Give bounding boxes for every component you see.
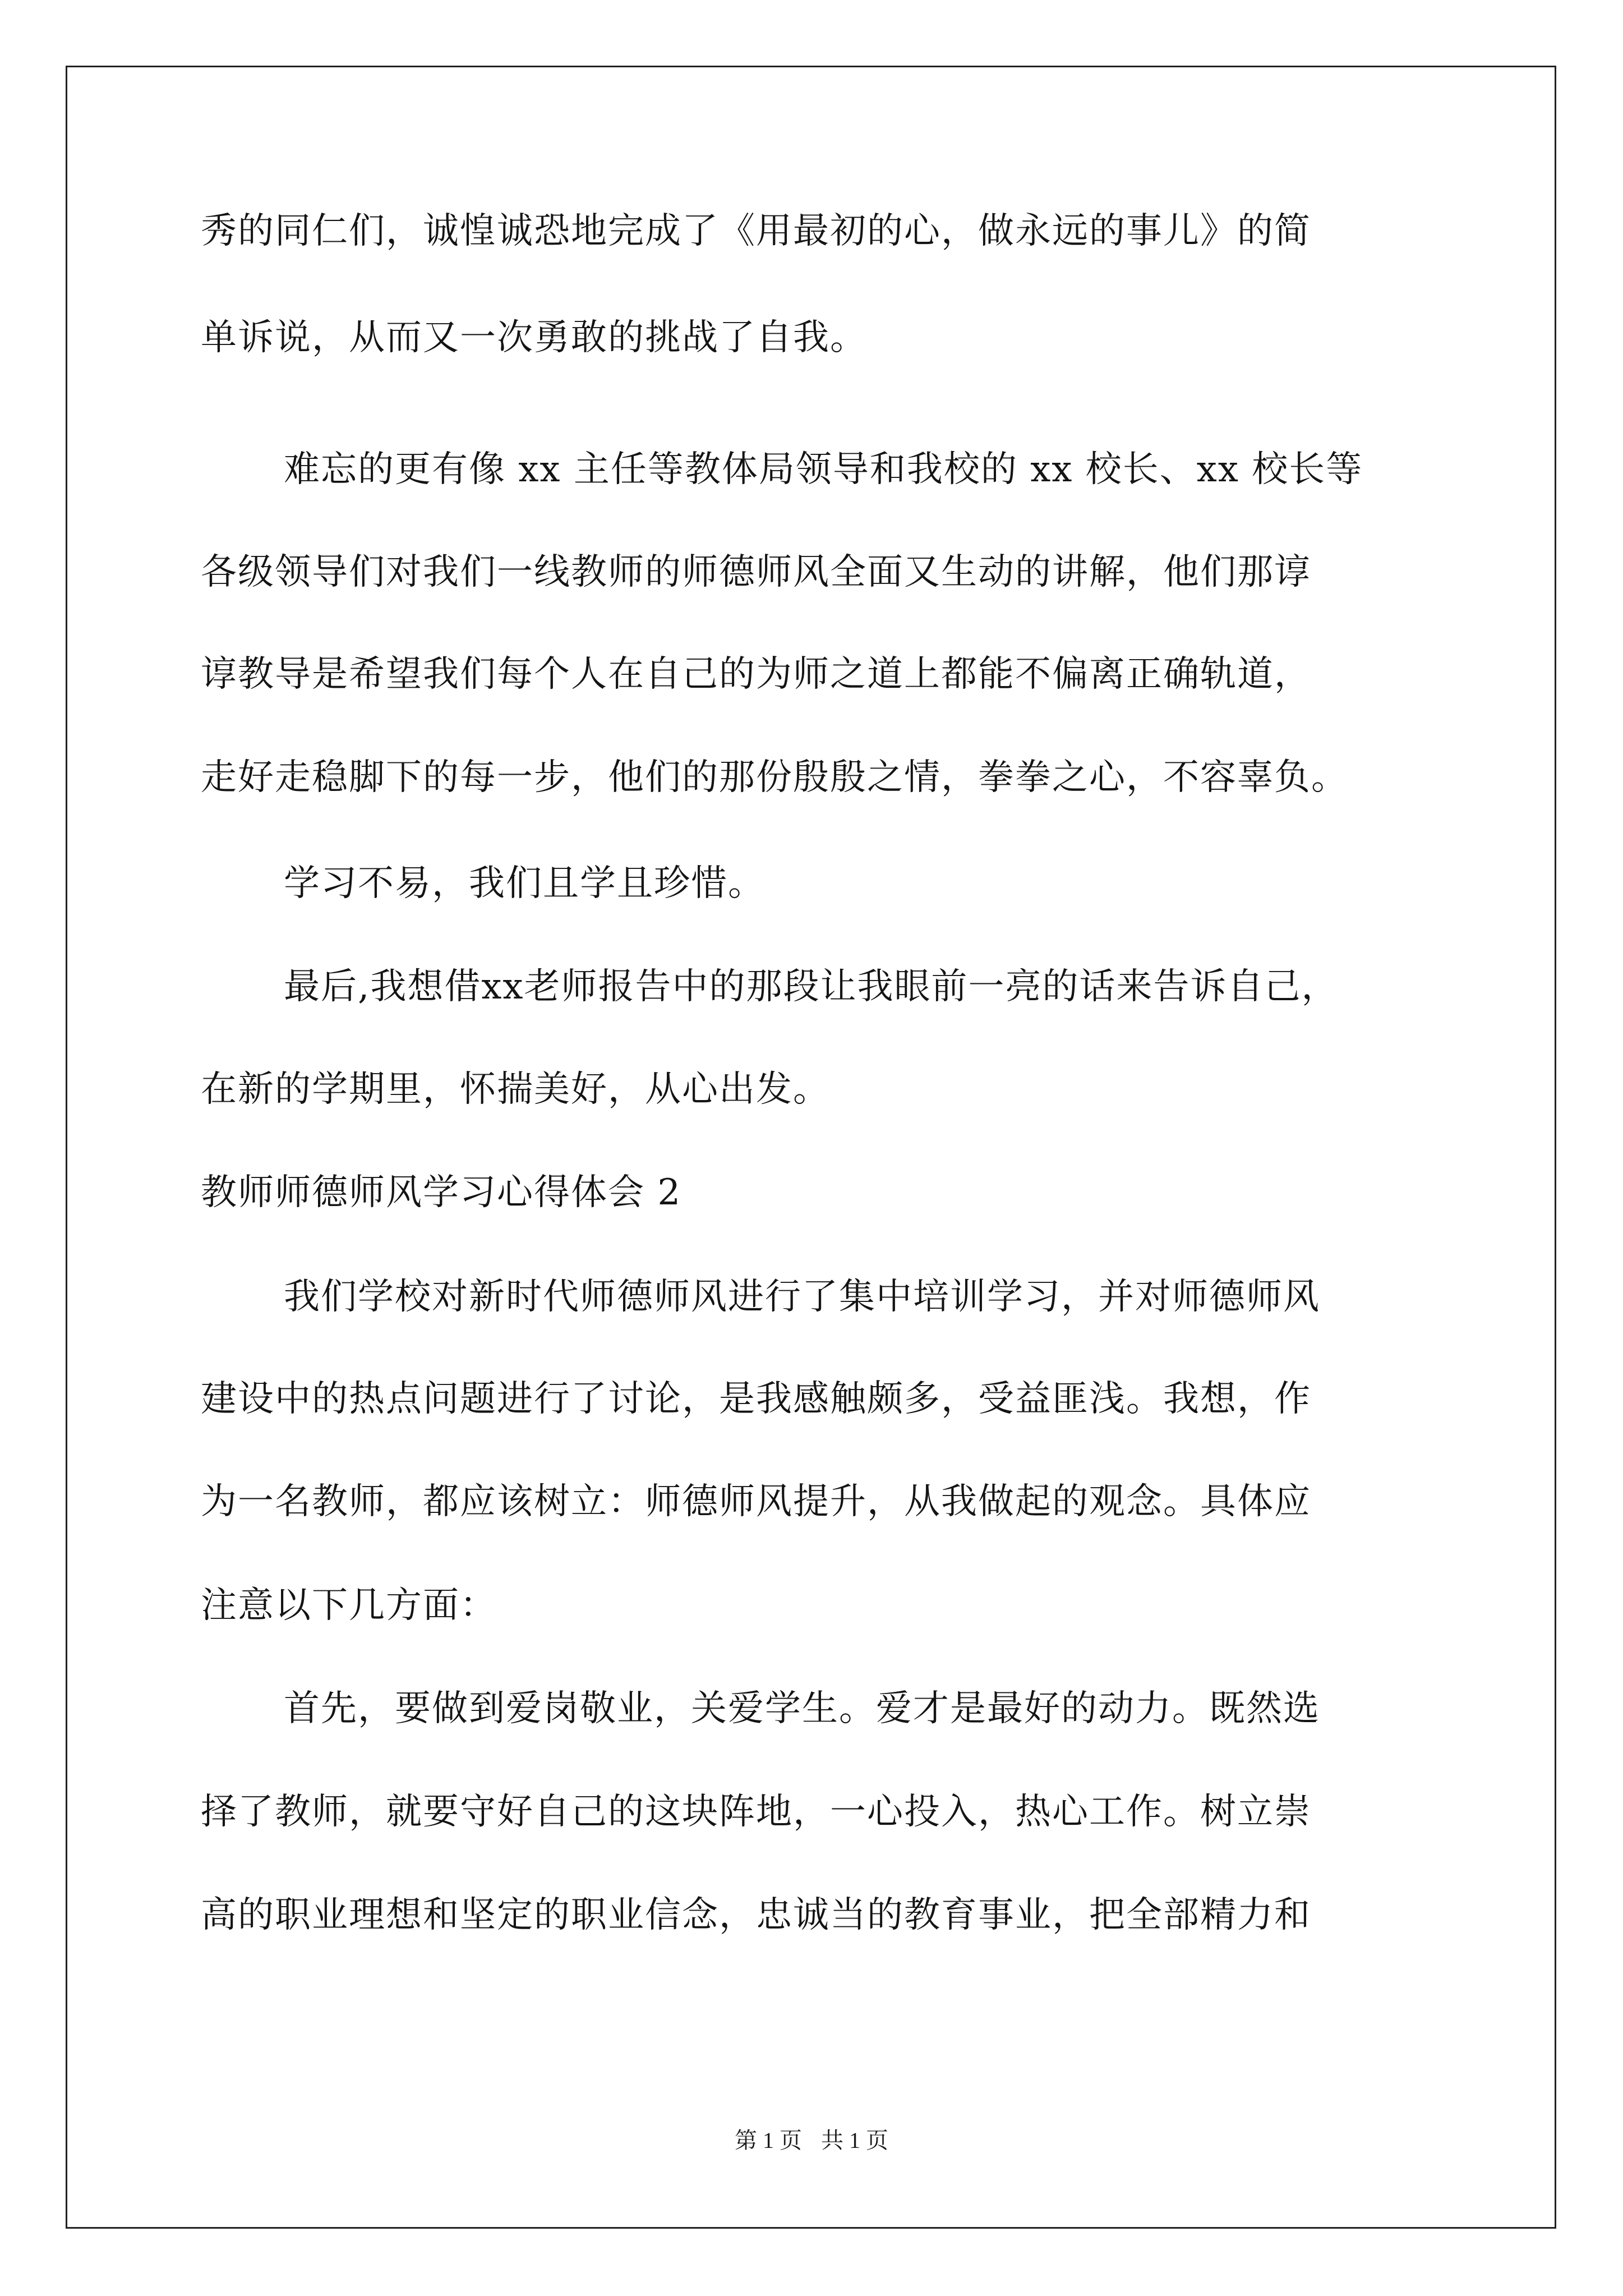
page-number: 第 1 页 [735, 2128, 802, 2153]
paragraph-start-line: 难忘的更有像 xx 主任等教体局领导和我校的 xx 校长、xx 校长等 [284, 449, 1363, 490]
section-heading: 教师师德师风学习心得体会 2 [201, 1172, 682, 1213]
text-line: 秀的同仁们，诚惶诚恐地完成了《用最初的心，做永远的事儿》的简 [201, 210, 1311, 252]
paragraph-start-line: 学习不易，我们且学且珍惜。 [284, 863, 765, 904]
text-line: 建设中的热点问题进行了讨论，是我感触颇多，受益匪浅。我想，作 [201, 1378, 1311, 1420]
paragraph-start-line: 最后,我想借xx老师报告中的那段让我眼前一亮的话来告诉自己， [284, 966, 1339, 1007]
text-line: 单诉说，从而又一次勇敢的挑战了自我。 [201, 317, 867, 358]
text-line: 注意以下几方面： [201, 1585, 497, 1626]
text-line: 择了教师，就要守好自己的这块阵地，一心投入，热心工作。树立崇 [201, 1791, 1311, 1833]
text-line: 谆教导是希望我们每个人在自己的为师之道上都能不偏离正确轨道， [201, 654, 1311, 695]
paragraph-start-line: 首先，要做到爱岗敬业，关爱学生。爱才是最好的动力。既然选 [284, 1688, 1320, 1729]
text-line: 为一名教师，都应该树立：师德师风提升，从我做起的观念。具体应 [201, 1481, 1311, 1522]
page-footer [0, 2129, 1623, 2152]
paragraph-start-line: 我们学校对新时代师德师风进行了集中培训学习，并对师德师风 [284, 1276, 1320, 1318]
page-total: 共 1 页 [821, 2128, 888, 2153]
text-line: 各级领导们对我们一线教师的师德师风全面又生动的讲解，他们那谆 [201, 551, 1311, 593]
text-line: 高的职业理想和坚定的职业信念，忠诚当的教育事业，把全部精力和 [201, 1894, 1311, 1936]
text-line: 走好走稳脚下的每一步，他们的那份殷殷之情，拳拳之心，不容辜负。 [201, 757, 1348, 798]
text-line: 在新的学期里，怀揣美好，从心出发。 [201, 1069, 830, 1110]
